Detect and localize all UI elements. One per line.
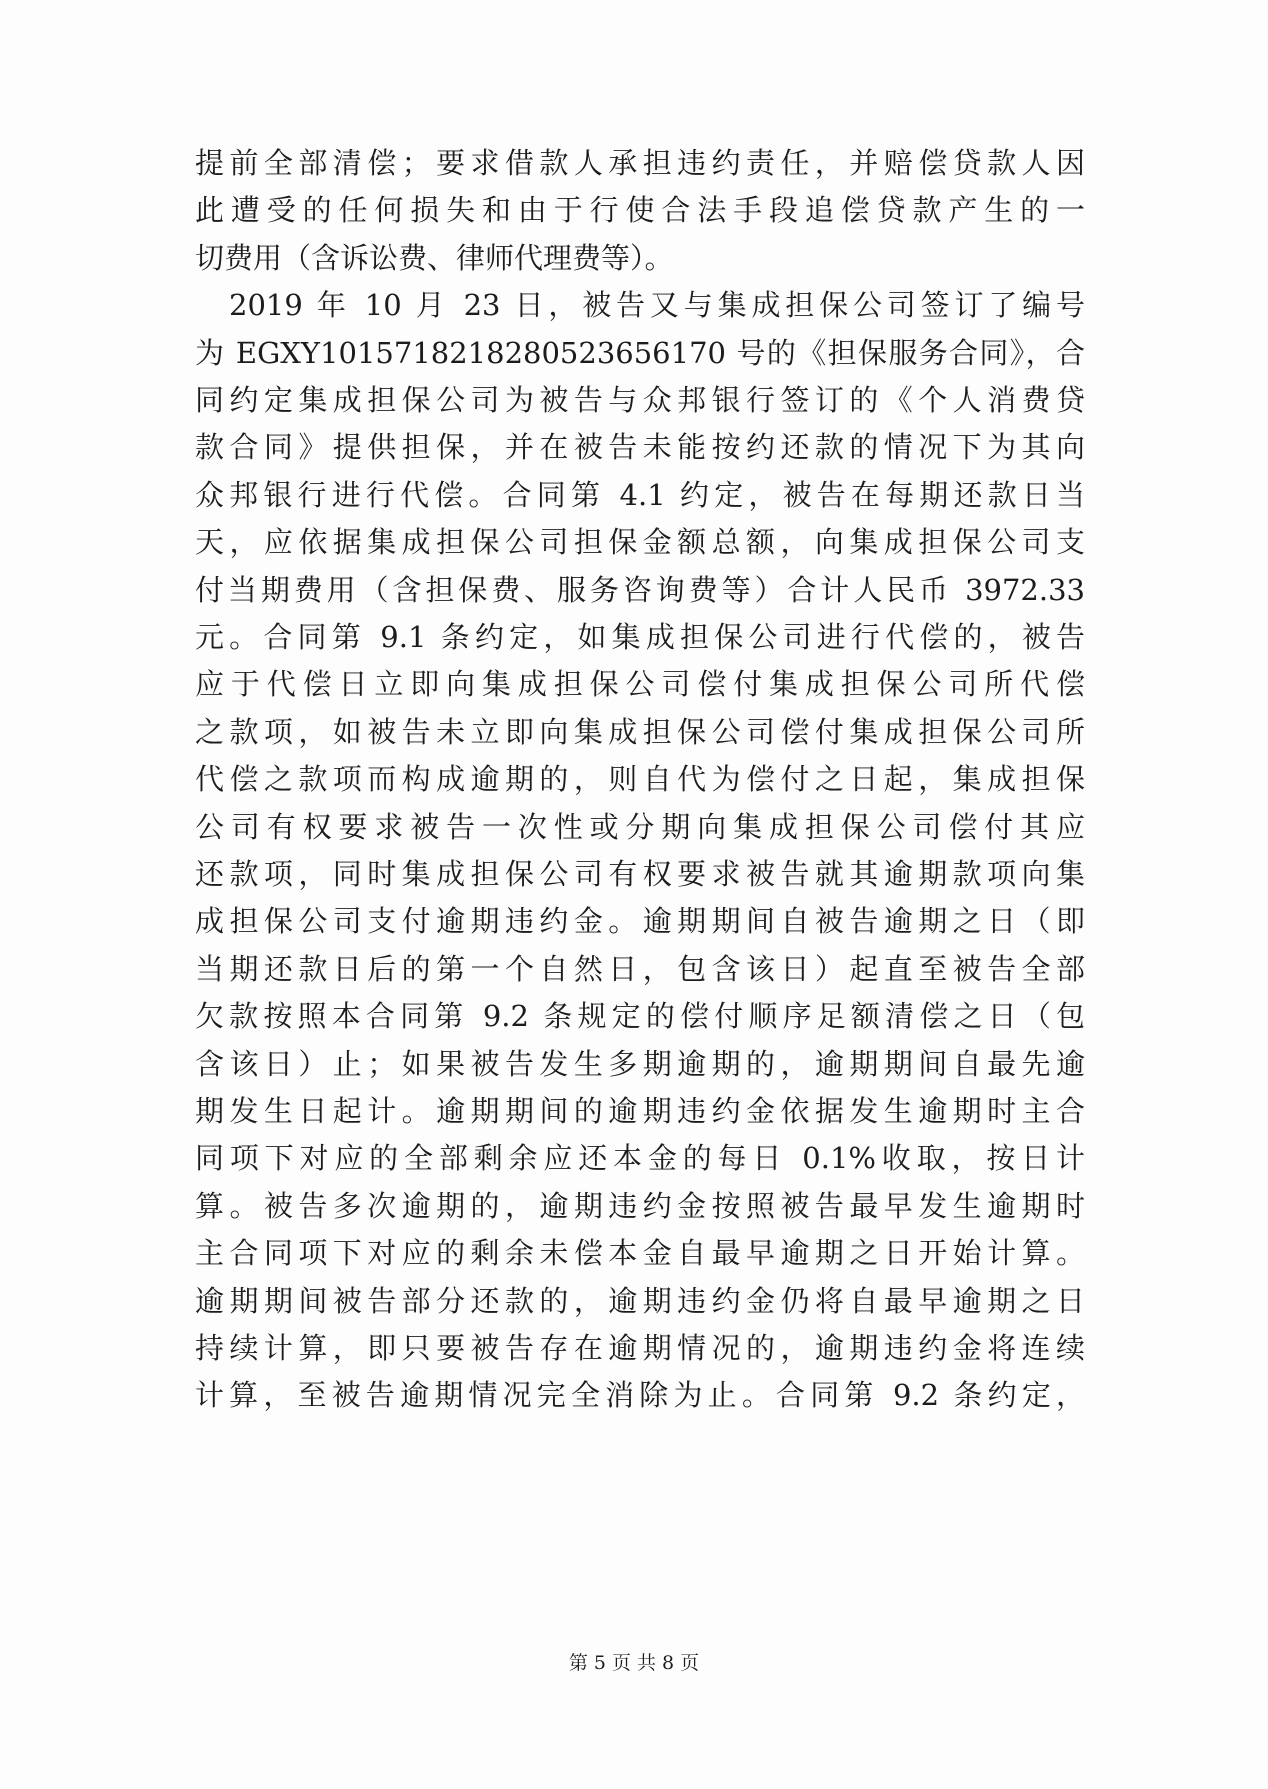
text-line: 主合同项下对应的剩余未偿本金自最早逾期之日开始计算。	[195, 1236, 1085, 1270]
text-line: 提前全部清偿；要求借款人承担违约责任，并赔偿贷款人因	[195, 146, 1085, 180]
text-line: 同项下对应的全部剩余应还本金的每日 0.1%收取，按日计	[195, 1141, 1085, 1175]
text-line: 同约定集成担保公司为被告与众邦银行签订的《个人消费贷	[195, 383, 1085, 417]
text-line: 欠款按照本合同第 9.2 条规定的偿付顺序足额清偿之日（包	[195, 999, 1085, 1033]
text-line: 之款项，如被告未立即向集成担保公司偿付集成担保公司所	[195, 715, 1085, 749]
text-line: 还款项，同时集成担保公司有权要求被告就其逾期款项向集	[195, 857, 1085, 891]
text-line: 公司有权要求被告一次性或分期向集成担保公司偿付其应	[195, 810, 1085, 844]
paragraph-start-line: 2019 年 10 月 23 日，被告又与集成担保公司签订了编号	[229, 288, 1085, 322]
text-line: 期发生日起计。逾期期间的逾期违约金依据发生逾期时主合	[195, 1094, 1085, 1128]
text-line: 此遭受的任何损失和由于行使合法手段追偿贷款产生的一	[195, 193, 1085, 227]
text-line: 为 EGXY1015718218280523656170 号的《担保服务合同》，合	[195, 336, 1085, 370]
text-line: 计算，至被告逾期情况完全消除为止。合同第 9.2 条约定，	[195, 1378, 1085, 1412]
text-line: 当期还款日后的第一个自然日，包含该日）起直至被告全部	[195, 952, 1085, 986]
text-line: 成担保公司支付逾期违约金。逾期期间自被告逾期之日（即	[195, 904, 1085, 938]
text-line: 应于代偿日立即向集成担保公司偿付集成担保公司所代偿	[195, 667, 1085, 701]
text-line: 逾期期间被告部分还款的，逾期违约金仍将自最早逾期之日	[195, 1284, 1085, 1318]
text-line: 切费用（含诉讼费、律师代理费等）。	[195, 241, 674, 275]
text-line: 天，应依据集成担保公司担保金额总额，向集成担保公司支	[195, 525, 1085, 559]
text-line: 元。合同第 9.1 条约定，如集成担保公司进行代偿的，被告	[195, 620, 1085, 654]
text-line: 付当期费用（含担保费、服务咨询费等）合计人民币 3972.33	[195, 573, 1085, 607]
text-line: 算。被告多次逾期的，逾期违约金按照被告最早发生逾期时	[195, 1189, 1085, 1223]
text-line: 款合同》提供担保，并在被告未能按约还款的情况下为其向	[195, 430, 1085, 464]
text-line: 持续计算，即只要被告存在逾期情况的，逾期违约金将连续	[195, 1331, 1085, 1365]
text-line: 含该日）止；如果被告发生多期逾期的，逾期期间自最先逾	[195, 1047, 1085, 1081]
text-line: 众邦银行进行代偿。合同第 4.1 约定，被告在每期还款日当	[195, 478, 1085, 512]
text-line: 代偿之款项而构成逾期的，则自代为偿付之日起，集成担保	[195, 762, 1085, 796]
page-number-footer: 第 5 页 共 8 页	[568, 1652, 700, 1674]
